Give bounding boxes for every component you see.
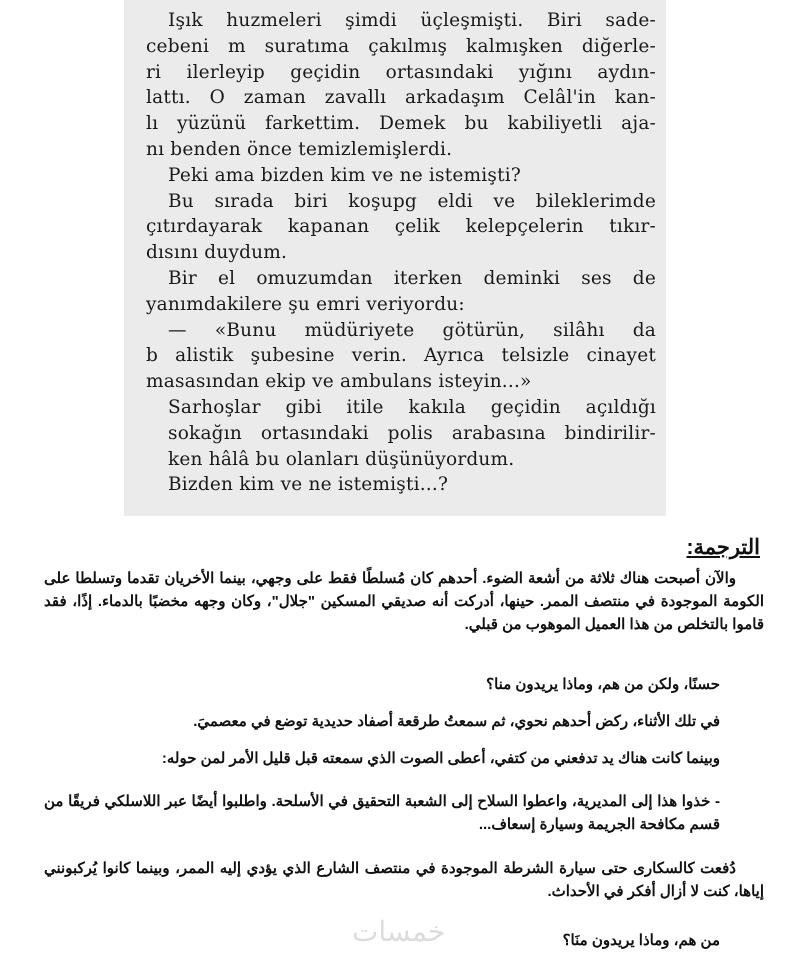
scan-line: — «Bunu müdüriyete götürün, silâhı da: [168, 319, 656, 341]
scan-line: nı benden önce temizlemişlerdi.: [146, 138, 453, 160]
watermark-logo: خمسات: [352, 916, 446, 947]
scan-line: Sarhoşlar gibi itile kakıla geçidin açıldığı: [168, 396, 656, 418]
scanned-turkish-text: [124, 0, 666, 516]
scan-line: ken hâlâ bu olanları düşünüyordum.: [168, 448, 515, 470]
translation-paragraph-4: وبينما كانت هناك يد تدفعني من كتفي، أعطى الصوت الذي سمعته قبل قليل الأمر لمن حوله:: [161, 750, 720, 767]
scan-line: sokağın ortasındaki polis arabasına bindirilir-: [168, 422, 656, 444]
scan-line: Işık huzmeleri şimdi üçleşmişti. Biri sade-: [168, 10, 656, 31]
scan-line: Bu sırada biri koşupg eldi ve bileklerimde: [168, 190, 656, 212]
scan-line: ri ilerleyip geçidin ortasındaki yığını aydın-: [146, 61, 656, 83]
translation-paragraph-2: حسنًا، ولكن من هم، وماذا يريدون منا؟: [486, 676, 720, 693]
scan-line: Bizden kim ve ne istemişti...?: [168, 474, 449, 496]
translation-heading: الترجمة:: [686, 536, 760, 559]
translation-paragraph-3: في تلك الأثناء، ركض أحدهم نحوي، ثم سمعتُ طرقعة أصفاد حديدية توضع في معصميَ.: [193, 713, 720, 730]
scan-line: cebeni m suratıma çakılmış kalmışken diğerle-: [146, 35, 656, 57]
scan-line: dısını duydum.: [146, 242, 288, 264]
translation-paragraph-7: من هم، وماذا يريدون منَا؟: [562, 932, 720, 949]
translation-paragraph-1: والآن أصبحت هناك ثلاثة من أشعة الضوء. أحدهم كان مُسلطًا فقط على وجهي، بينما الأخريان تقدما وتسلطا على الكومة الموجودة في منتصف الممر. حينها، أدركت أنه صديقي المسكين "جلال"، وكان وجهه مخضبًا بالدماء. إذًا، فقد قاموا بالتخلص من هذا العميل الموهوب من قبلي.: [44, 570, 764, 633]
scan-line: çıtırdayarak kapanan çelik kelepçelerin tıkır-: [146, 216, 656, 238]
scan-line: yanımdakilere şu emri veriyordu:: [146, 293, 465, 315]
scan-line: lattı. O zaman zavallı arkadaşım Celâl'in kan-: [146, 87, 656, 109]
translation-paragraph-6: دُفعت كالسكارى حتى سيارة الشرطة الموجودة في منتصف الشارع الذي يؤدي إليه الممر، وبينما كانوا يُركبونني إياها، كنت لا أزال أفكر في الأحداث.: [44, 860, 764, 900]
scan-line: lı yüzünü farkettim. Demek bu kabiliyetli aja-: [146, 113, 656, 135]
translation-paragraph-5: - خذوا هذا إلى المديرية، واعطوا السلاح إلى الشعبة التحقيق في الأسلحة. واطلبوا أيضًا عبر اللاسلكي فريقًا من قسم مكافحة الجريمة وسيارة إسعاف...: [44, 793, 720, 833]
scan-line: Peki ama bizden kim ve ne istemişti?: [168, 164, 521, 186]
scan-line: Bir el omuzumdan iterken deminki ses de: [168, 267, 656, 289]
scan-line: b alistik şubesine verin. Ayrıca telsizle cinayet: [146, 345, 656, 367]
scan-line: masasından ekip ve ambulans isteyin...»: [146, 371, 532, 393]
